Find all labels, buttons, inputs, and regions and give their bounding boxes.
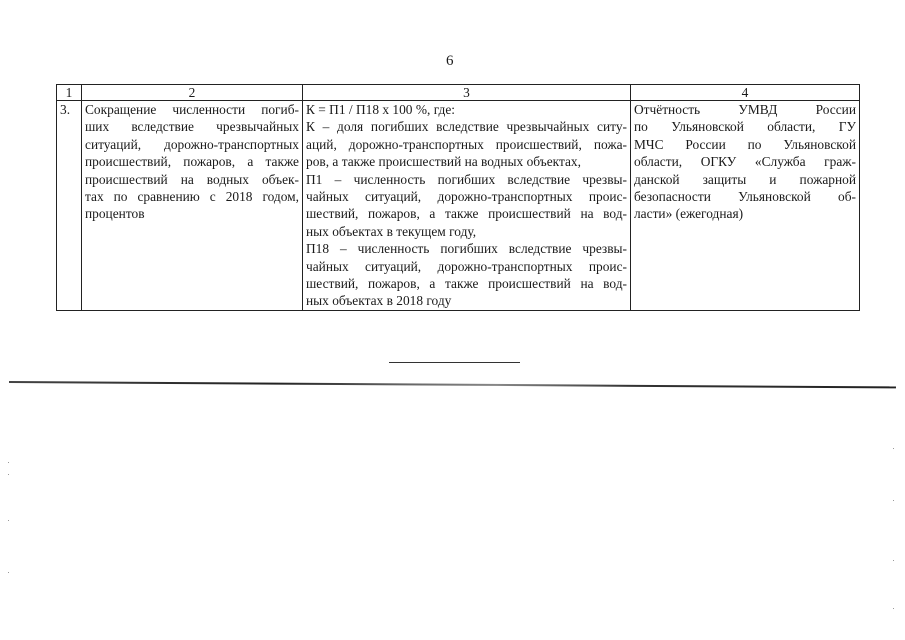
scan-speck [8, 462, 9, 463]
source-line: Отчётность УМВД России [634, 102, 856, 117]
header-cell-4: 4 [631, 85, 860, 101]
source-line: ласти» (ежегодная) [634, 206, 744, 222]
formula-line: К – доля погибших вследствие чрезвычайных ситу- [306, 119, 627, 135]
scan-speck [8, 520, 9, 521]
header-cell-3: 3 [303, 85, 631, 101]
scan-speck [893, 448, 894, 449]
formula-line: ных объектах в 2018 году [306, 293, 452, 309]
source-cell [631, 101, 860, 311]
indicator-line: Сокращение численности погиб- [85, 102, 299, 117]
scan-speck [8, 474, 9, 475]
formula-line: ров, а также происшествий на водных объектах, [306, 154, 581, 170]
formula-line: шествий, пожаров, а также происшествий на вод- [306, 206, 627, 222]
source-line: безопасности Ульяновской об- [634, 189, 856, 205]
table-row [57, 101, 860, 311]
formula-line: ных объектах в текущем году, [306, 223, 477, 239]
formula-line: шествий, пожаров, а также происшествий на вод- [306, 276, 627, 292]
closing-separator-line [389, 362, 520, 363]
indicator-line: происшествий, пожаров, а также [85, 154, 299, 170]
formula-line: аций, дорожно-транспортных происшествий, пожа- [306, 136, 627, 152]
formula-line: К = П1 / П18 х 100 %, где: [306, 102, 455, 117]
source-line: данской защиты и пожарной [634, 171, 856, 187]
scan-fold-line [9, 381, 896, 388]
scan-speck [893, 560, 894, 561]
scan-speck [8, 572, 9, 573]
header-cell-2: 2 [82, 85, 303, 101]
indicator-name-cell [82, 101, 303, 311]
table-header-row [57, 85, 860, 101]
indicator-line: происшествий на водных объек- [85, 171, 299, 187]
formula-line: чайных ситуаций, дорожно-транспортных проис- [306, 189, 627, 205]
formula-line: чайных ситуаций, дорожно-транспортных проис- [306, 258, 627, 274]
row-number: 3. [57, 101, 82, 311]
indicators-table [56, 84, 860, 311]
indicator-line: тах по сравнению с 2018 годом, [85, 189, 299, 205]
page-number: 6 [446, 53, 454, 69]
source-line: по Ульяновской области, ГУ [634, 119, 856, 135]
formula-cell [303, 101, 631, 311]
formula-line: П18 – численность погибших вследствие чрезвы- [306, 241, 627, 257]
scan-speck [893, 500, 894, 501]
scan-speck [893, 608, 894, 609]
source-line: области, ОГКУ «Служба граж- [634, 154, 856, 170]
indicator-line: процентов [85, 206, 145, 222]
indicator-line: ших вследствие чрезвычайных [85, 119, 299, 135]
formula-line: П1 – численность погибших вследствие чрезвы- [306, 171, 627, 187]
source-line: МЧС России по Ульяновской [634, 136, 856, 152]
header-cell-1: 1 [57, 85, 82, 101]
indicator-line: ситуаций, дорожно-транспортных [85, 136, 299, 152]
